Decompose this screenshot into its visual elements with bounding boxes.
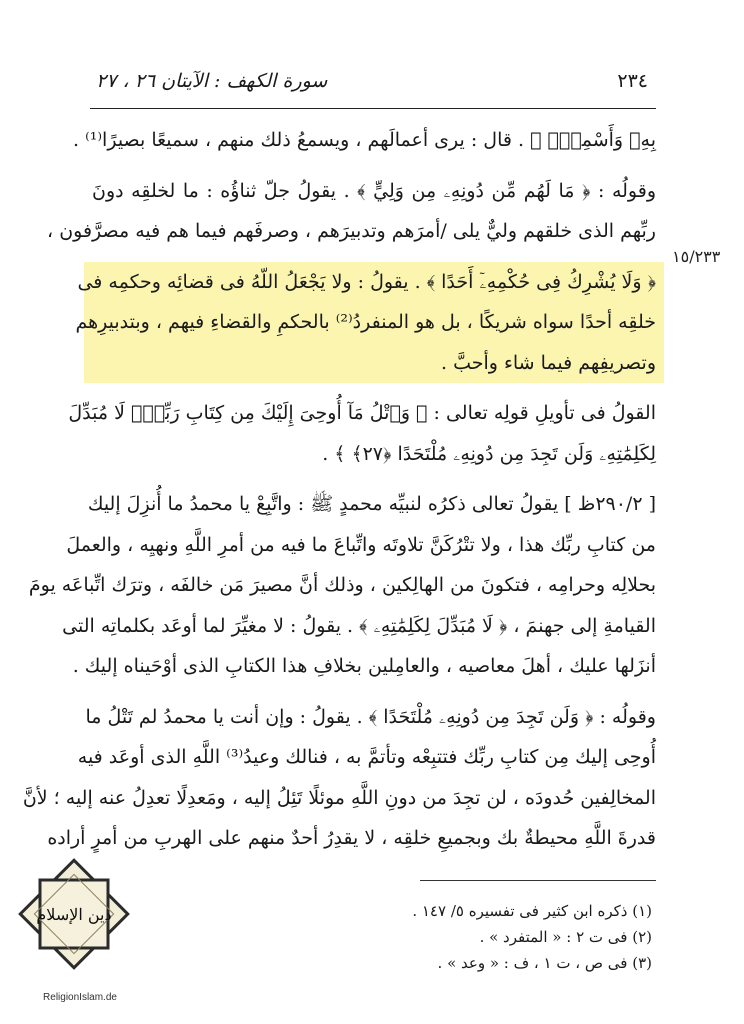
footnotes bbox=[300, 898, 652, 976]
text-line: ربِّهم الذى خلقهم وليٌّ يلى /أمرَهم وتدبيرَهم ، وصرفَهم فيما هم فيه مصرَّفون ، bbox=[47, 220, 656, 242]
text-line: وتصريفِهم فيما شاء وأحبَّ . bbox=[440, 351, 656, 374]
main-text bbox=[22, 120, 656, 869]
text-line: القيامةِ إلى جهنمَ ، ﴿ لَا مُبَدِّلَ لِكَلِمَٰتِهِۦ ﴾ . يقولُ : لا مغيِّرَ لما أوعَد بكلماتِه التى bbox=[62, 614, 656, 637]
text-line: قدرةَ اللَّهِ محيطةٌ بك وبجميعِ خلقِه ، لا يقدِرُ أحدٌ منهم على الهربِ من أمرٍ أراده bbox=[47, 827, 656, 849]
footnote-2: (٢) فى ت ٢ : « المتفرد » . bbox=[479, 928, 652, 946]
text-line: أنزَلها عليك ، أهلَ معاصيه ، والعامِلين بخلافِ هذا الكتابِ الذى أوْحَيناه إليك . bbox=[72, 655, 656, 677]
logo-emblem-icon bbox=[18, 858, 130, 970]
paragraph-1 bbox=[73, 120, 656, 161]
text-line: بحلالِه وحرامِه ، فتكونَ من الهالِكين ، وذلك أنَّ مصيرَ مَن خالفَه ، وترَك اتِّباعَه يومَ bbox=[28, 574, 656, 596]
text-line: لِكَلِمَٰتِهِۦ وَلَن تَجِدَ مِن دُونِهِۦ مُلْتَحَدًا ﴿٢٧﴾ ﴾ . bbox=[322, 442, 656, 465]
footnote-divider bbox=[420, 880, 656, 881]
footnote-1: (١) ذكره ابن كثير فى تفسيره ٥/ ١٤٧ . bbox=[412, 902, 652, 920]
logo-calligraphy: دين الإسلام bbox=[36, 905, 112, 924]
header-divider bbox=[90, 108, 656, 109]
text-line: المخالِفين حُدودَه ، لن تجِدَ من دونِ اللَّهِ موئلًا تَئِلُ إليه ، ومَعدِلًا تعدِلُ عنه إليه ؛ لأنَّ bbox=[22, 786, 656, 809]
text-line: وقولُه : ﴿ وَلَن تَجِدَ مِن دُونِهِۦ مُلْتَحَدًا ﴾ . يقولُ : وإن أنت يا محمدُ لم تَتْلُ ما bbox=[85, 705, 656, 728]
text-line: [ ٢٩٠/٢ظ ] يقولُ تعالى ذكرُه لنبيِّه محمدٍ ﷺ : واتَّبِعْ يا محمدُ ما أُنزِلَ إليك bbox=[87, 493, 656, 515]
text-line: بِهِۦ وَأَسْمِعْۚ ﴾ . قال : يرى أعمالَهم ، ويسمعُ ذلك منهم ، سميعًا بصيرًا⁽¹⁾ . bbox=[73, 129, 656, 151]
page-header bbox=[90, 70, 654, 100]
text-line: القولُ فى تأويلِ قولِه تعالى : ﴿ وَٱتْلُ مَآ أُوحِىَ إِلَيْكَ مِن كِتَابِ رَبِّكَۖ لَا مُبَدِّلَ bbox=[68, 402, 656, 424]
paragraph-3-highlighted bbox=[75, 262, 656, 384]
site-logo-seal bbox=[18, 858, 130, 970]
text-line: ﴿ وَلَا يُشْرِكُ فِى حُكْمِهِۦٓ أَحَدًا ﴾ . يقولُ : ولا يَجْعَلُ اللّهُ فى قضائِه وحكمِه فى bbox=[77, 270, 656, 293]
text-line: وقولُه : ﴿ مَا لَهُم مِّن دُونِهِۦ مِن وَلِيٍّ ﴾ . يقولُ جلّ ثناؤُه : ما لخلقِه دونَ bbox=[92, 179, 656, 202]
logo-caption: ReligionIslam.de bbox=[43, 992, 117, 1003]
paragraph-6 bbox=[22, 697, 656, 859]
section-heading-paragraph bbox=[68, 393, 656, 474]
paragraph-5 bbox=[28, 484, 656, 687]
paragraph-2 bbox=[47, 171, 656, 252]
page-number: ٢٣٤ bbox=[617, 70, 648, 92]
margin-reference: ١٥/٢٣٣ bbox=[672, 247, 721, 266]
text-line: أُوحِى إليك مِن كتابِ ربِّك فتتبِعْه وتأتمَّ به ، فنالك وعيدُ⁽³⁾ اللَّهِ الذى أوعَد فيه bbox=[77, 746, 656, 768]
running-title: سورة الكهف : الآيتان ٢٦ ، ٢٧ bbox=[96, 70, 328, 92]
text-line: من كتابِ ربِّك هذا ، ولا تتْرُكَنَّ تلاوتَه واتِّباعَ ما فيه من أمرِ اللَّهِ ونهيِه ، والعملَ bbox=[66, 533, 656, 556]
footnote-3: (٣) فى ص ، ت ١ ، ف : « وعد » . bbox=[437, 954, 652, 972]
text-line: خلقِه أحدًا سواه شريكًا ، بل هو المنفردُ⁽²⁾ بالحكمِ والقضاءِ فيهم ، وبتدبيرِهم bbox=[75, 311, 656, 333]
